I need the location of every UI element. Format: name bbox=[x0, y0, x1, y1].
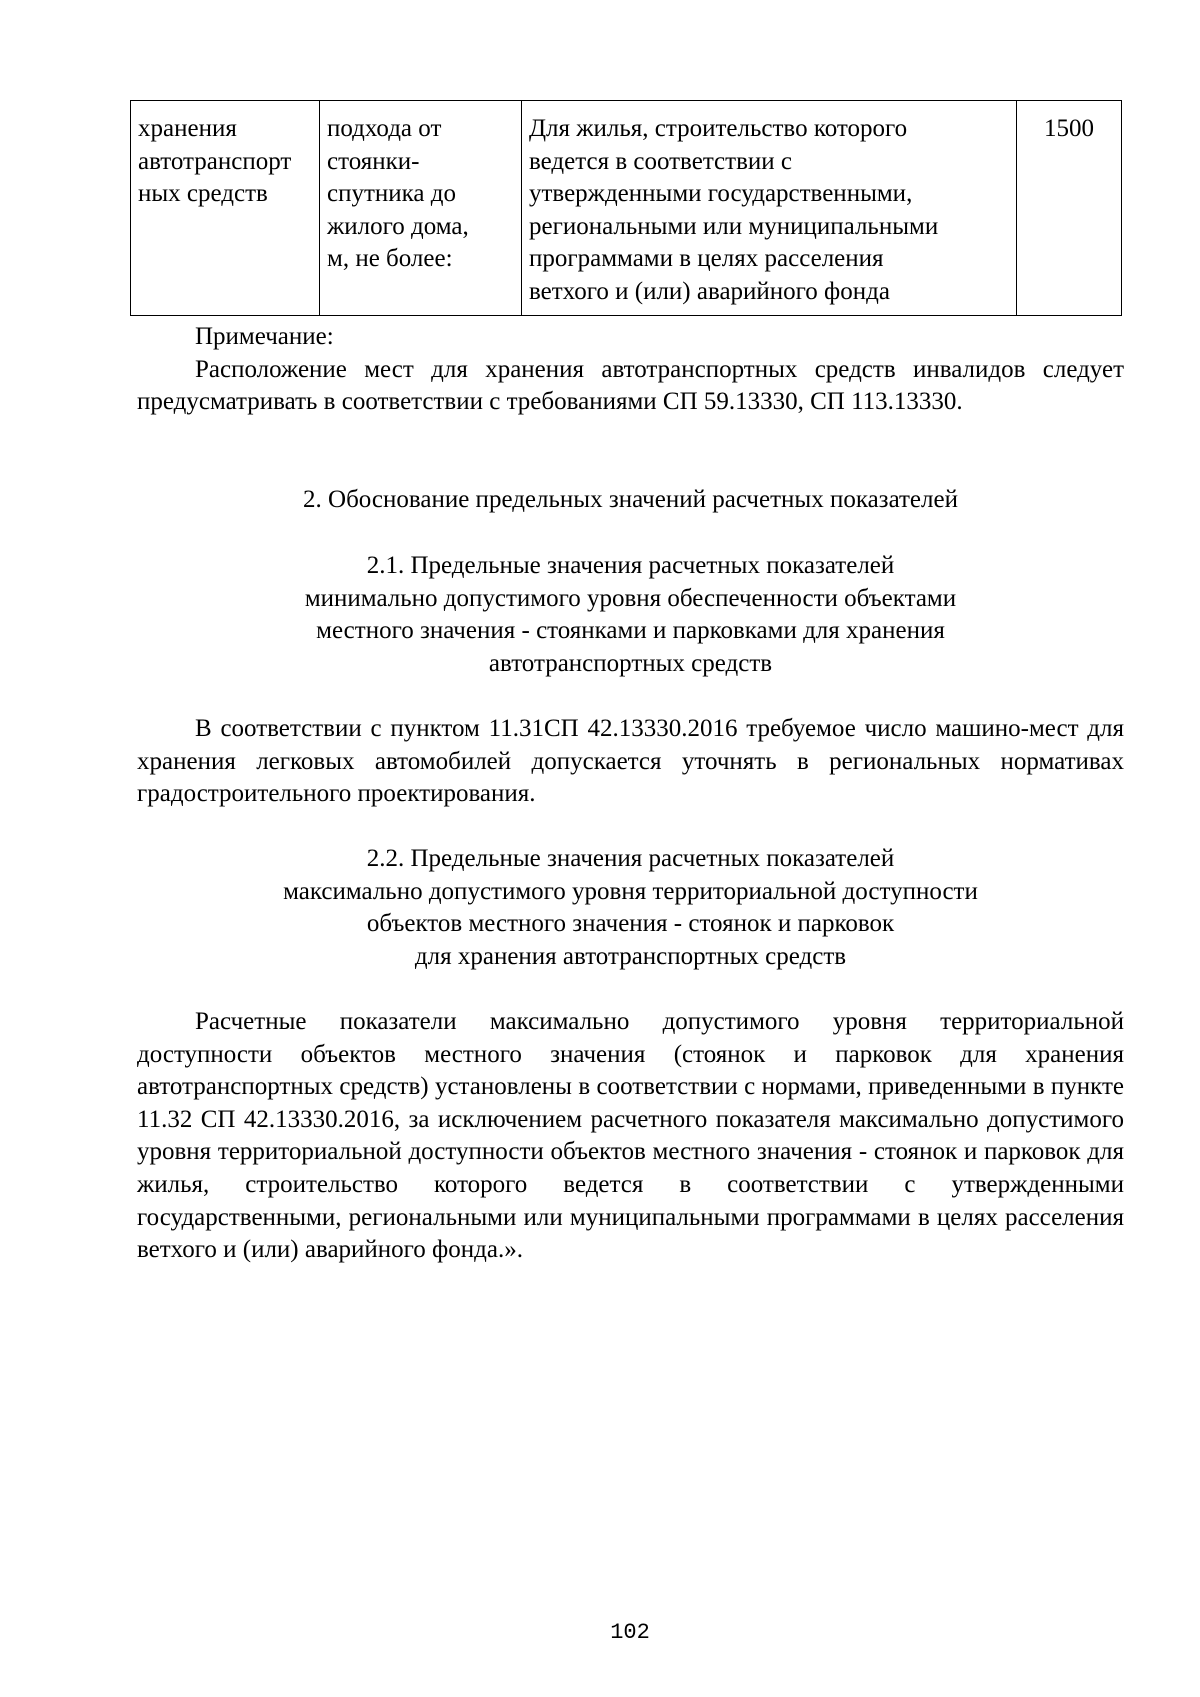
table-cell-value: 1500 bbox=[1017, 101, 1122, 316]
section-2-1-paragraph-block bbox=[137, 713, 1124, 811]
section-2-2-paragraph: Расчетные показатели максимально допустимого уровня территориальной доступности объектов местного значения (стоянок и парковок для хранения автотранспортных средств) установлены в соответствии с нормами, приведенными в пункте 11.32 СП 42.13330.2016, за исключением расчетного показателя максимально допустимого уровня территориальной доступности объектов местного значения - стоянок и парковок для жилья, строительство которого ведется в соответствии с утвержденными государственными, региональными или муниципальными программами в целях расселения ветхого и (или) аварийного фонда.». bbox=[137, 1008, 1124, 1264]
section-2-2-paragraph-block bbox=[137, 1006, 1124, 1267]
section-2-1-heading-block bbox=[137, 550, 1124, 680]
section-2-heading-block bbox=[137, 484, 1124, 517]
page-number: 102 bbox=[610, 1620, 650, 1645]
table-row bbox=[131, 101, 1122, 316]
parking-standards-table bbox=[130, 100, 1122, 316]
section-2-heading: 2. Обоснование предельных значений расчетных показателей bbox=[303, 486, 958, 513]
section-2-2-heading: 2.2. Предельные значения расчетных показателей максимально допустимого уровня территориальной доступности объектов местного значения - стоянок и парковок для хранения автотранспортных средств bbox=[283, 845, 978, 970]
table-cell-condition: Для жилья, строительство которого ведется в соответствии с утвержденными государственными, региональными или муниципальными программами в целях расселения ветхого и (или) аварийного фонда bbox=[522, 101, 1017, 316]
note-text: Расположение мест для хранения автотранспортных средств инвалидов следует предусматривать в соответствии с требованиями СП 59.13330, СП 113.13330. bbox=[137, 355, 1124, 416]
note-label: Примечание: bbox=[195, 323, 334, 350]
section-2-1-paragraph: В соответствии с пунктом 11.31СП 42.13330.2016 требуемое число машино-мест для хранения легковых автомобилей допускается уточнять в региональных нормативах градостроительного проектирования. bbox=[137, 715, 1124, 808]
table-cell-indicator: подхода от стоянки- спутника до жилого дома, м, не более: bbox=[320, 101, 522, 316]
table-cell-purpose: хранения автотранспорт ных средств bbox=[131, 101, 320, 316]
note-block bbox=[137, 321, 1124, 419]
section-2-2-heading-block bbox=[137, 843, 1124, 973]
section-2-1-heading: 2.1. Предельные значения расчетных показателей минимально допустимого уровня обеспеченности объектами местного значения - стоянками и парковками для хранения автотранспортных средств bbox=[304, 552, 957, 677]
